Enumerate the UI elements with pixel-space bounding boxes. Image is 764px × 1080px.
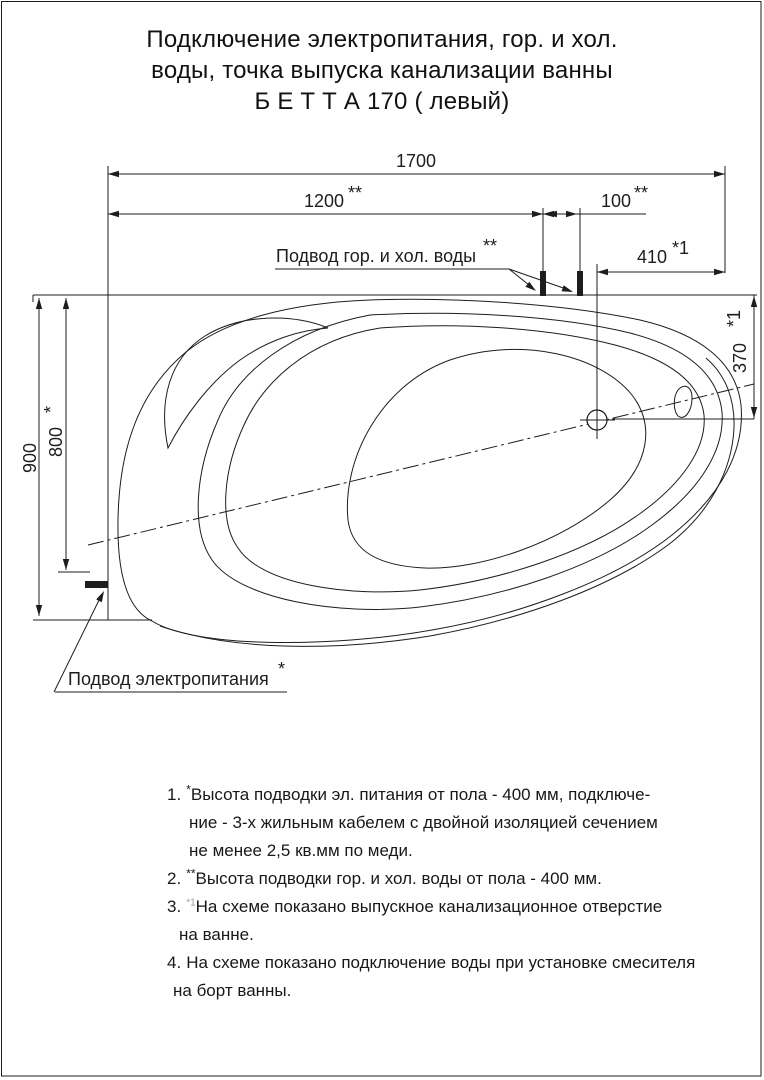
water-supply-marker: **: [483, 236, 498, 256]
note-4-text: На схеме показано подключение воды при установке смесителя: [186, 953, 696, 972]
power-supply-callout: [54, 590, 287, 692]
note-3-text: На схеме показано выпускное канализационное отверстие: [195, 897, 663, 916]
drain-symbol: [580, 403, 615, 439]
note-4-line-2: на борт ванны.: [173, 981, 292, 1000]
dim-100-marker: **: [634, 183, 649, 203]
note-1-line-1: [167, 781, 742, 809]
note-2-marker: **: [186, 866, 196, 881]
note-3-line-2: на ванне.: [179, 925, 254, 944]
power-connection-point: [85, 581, 108, 588]
note-3-marker: *1: [186, 897, 196, 909]
water-supply-callout: [275, 236, 574, 295]
tub-centerline: [88, 384, 754, 545]
dimension-370: [612, 295, 757, 419]
dim-1200-marker: **: [348, 183, 363, 203]
note-2-number: 2.: [167, 869, 182, 888]
note-1-number: 1.: [167, 785, 182, 804]
dimension-410: [597, 238, 725, 408]
title-line-1: Подключение электропитания, гор. и хол.: [146, 26, 618, 53]
dimension-900: [20, 295, 42, 616]
dim-1700-value: 1700: [395, 151, 437, 171]
water-supply-label: Подвод гор. и хол. воды: [276, 246, 477, 266]
water-connection-points: [540, 271, 583, 296]
dim-410-marker: *1: [672, 238, 690, 258]
dim-800-value: 800: [46, 426, 66, 458]
dim-100-value: 100: [600, 191, 632, 211]
tub-apron-outer: [118, 299, 742, 642]
note-3-line-1: [167, 893, 742, 921]
tub-overflow-lens: [674, 386, 692, 417]
note-1-text: Высота подводки эл. питания от пола - 400 мм, подключе-: [190, 785, 651, 804]
title-line-2: воды, точка выпуска канализации ванны: [151, 57, 613, 84]
dim-1200-value: 1200: [303, 191, 345, 211]
note-3-number: 3.: [167, 897, 182, 916]
dim-800-marker: *: [41, 405, 61, 413]
tub-rim-outer-edge: [198, 313, 722, 609]
note-1-line-2: ние - 3-х жильным кабелем с двойной изоляцией сечением: [189, 813, 658, 832]
tub-basin: [347, 349, 645, 568]
tub-headrest: [165, 318, 328, 448]
dimension-800: [41, 298, 90, 572]
dim-410-value: 410: [636, 247, 668, 267]
note-1-marker: *: [186, 782, 191, 797]
dim-370-value: 370: [730, 342, 750, 374]
tub-rim-inner-edge: [226, 326, 705, 592]
water-point-1: [540, 271, 546, 296]
power-supply-label: Подвод электропитания: [68, 669, 269, 689]
notes-list: [167, 781, 742, 1005]
note-2-text: Высота подводки гор. и хол. воды от пола - 400 мм.: [195, 869, 602, 888]
note-1-line-3: не менее 2,5 кв.мм по меди.: [189, 841, 413, 860]
power-supply-marker: *: [278, 659, 286, 679]
dim-900-value: 900: [20, 442, 40, 474]
water-point-2: [577, 271, 583, 296]
bathtub-outline: [118, 299, 742, 646]
note-4-number: 4.: [167, 953, 182, 972]
note-2-line-1: [167, 865, 742, 893]
title-line-3: Б Е Т Т А 170 ( левый): [254, 88, 510, 115]
dim-370-marker: *1: [724, 309, 744, 327]
note-4-line-1: [167, 949, 742, 977]
